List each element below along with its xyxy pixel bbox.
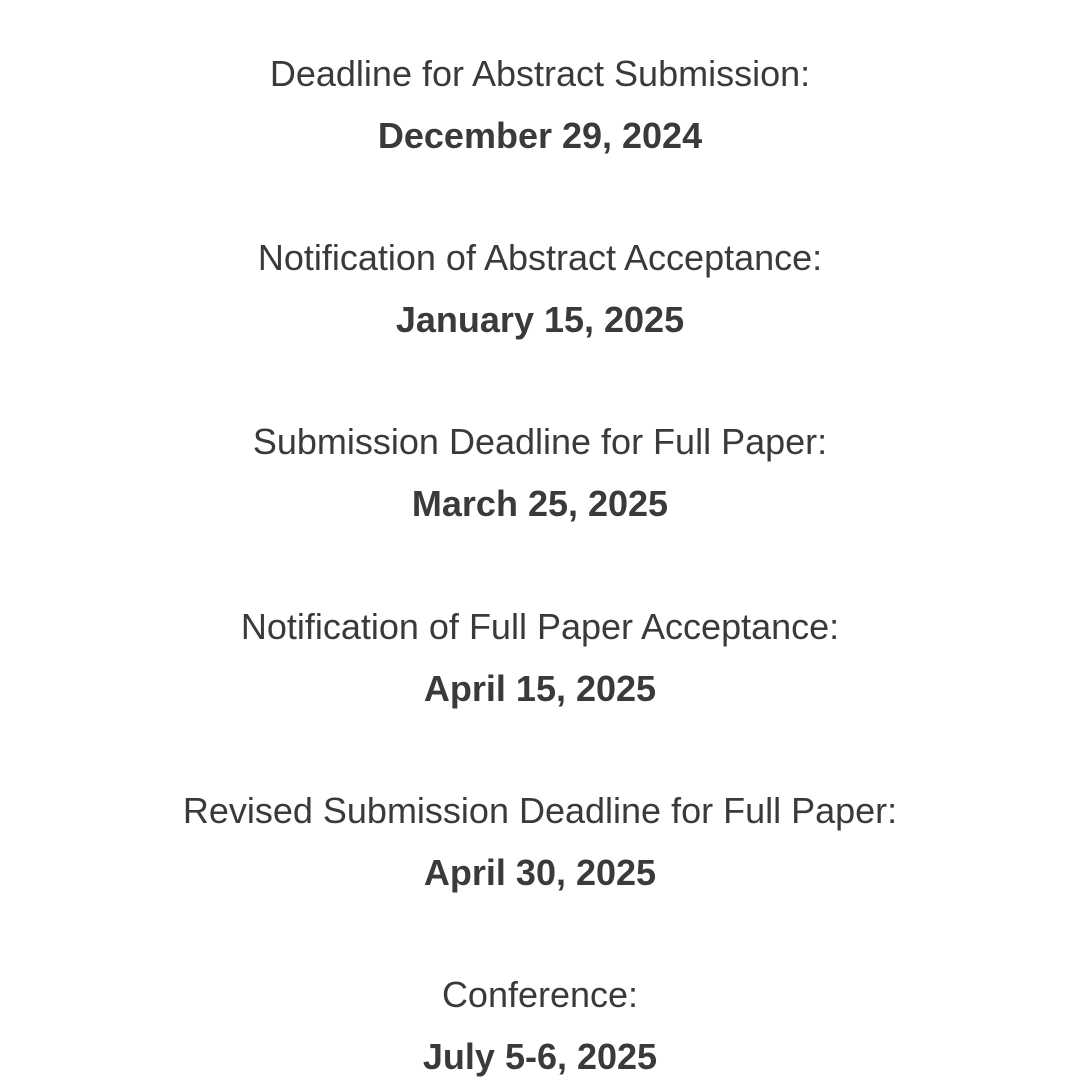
date-label: Notification of Full Paper Acceptance:	[240, 606, 840, 647]
date-item-full-paper-submission	[0, 420, 1080, 526]
date-value: March 25, 2025	[411, 483, 669, 524]
date-value: December 29, 2024	[377, 115, 703, 156]
date-value: April 30, 2025	[423, 852, 657, 893]
date-item-abstract-acceptance	[0, 236, 1080, 342]
date-item-abstract-submission	[0, 52, 1080, 158]
date-label: Submission Deadline for Full Paper:	[252, 421, 828, 462]
date-value: July 5-6, 2025	[422, 1036, 658, 1077]
date-label: Revised Submission Deadline for Full Paper:	[182, 790, 898, 831]
date-label: Conference:	[441, 974, 639, 1015]
date-label: Notification of Abstract Acceptance:	[257, 237, 823, 278]
date-value: January 15, 2025	[395, 299, 685, 340]
date-value: April 15, 2025	[423, 668, 657, 709]
date-item-revised-submission	[0, 789, 1080, 895]
date-item-full-paper-acceptance	[0, 605, 1080, 711]
date-label: Deadline for Abstract Submission:	[269, 53, 811, 94]
date-item-conference	[0, 973, 1080, 1079]
